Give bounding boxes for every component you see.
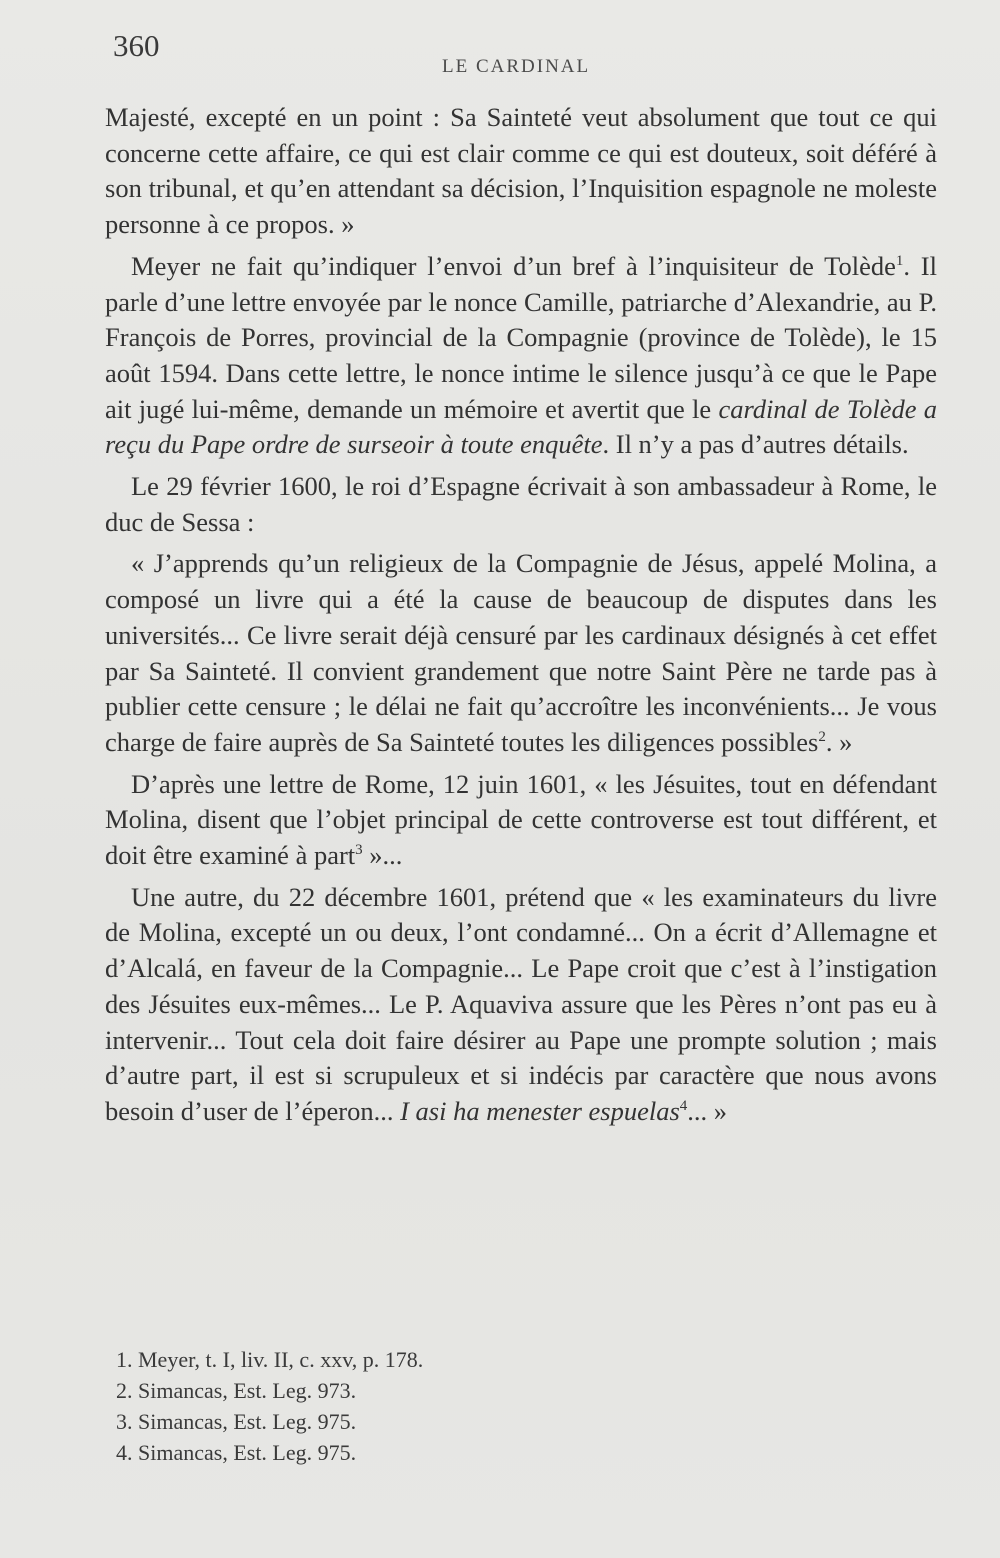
footnote-2: 2. Simancas, Est. Leg. 973. [116,1378,357,1403]
paragraph-2-italic: cardinal de Tolède a reçu du Pape ordre de surseoir à toute enquête [105,393,937,460]
paragraph-2-text-c: . Il n’y a pas d’autres détails. [602,429,909,460]
page-number: 360 [113,28,160,63]
footnote-ref-1: 1 [895,252,904,269]
footnote-ref-3: 3 [355,842,363,859]
footnote-ref-4: 4 [679,1098,688,1115]
paragraph-5 [105,767,937,874]
footnote-ref-2: 2 [818,729,826,746]
paragraph-6-italic: I asi ha menester espuelas [400,1095,680,1126]
paragraph-2-text-b: . Il parle d’une lettre envoyée par le nonce Camille, patriarche d’Alexandrie, au P. François de Porres, provincial de la Compagnie (province de Tolède), le 15 août 1594. Dans cette lettre, le nonce intime le silence jusqu’à ce que le Pape ait jugé lui-même, demande un mémoire et avertit que le [105,250,937,424]
running-head: LE CARDINAL [442,56,591,77]
footnote-4: 4. Simancas, Est. Leg. 975. [116,1440,357,1465]
paragraph-1-text: Majesté, excepté en un point : Sa Sainteté veut absolument que tout ce qui concerne cette affaire, ce qui est clair comme ce qui est douteux, soit déféré à son tribunal, et qu’en attendant sa décision, l’Inquisition espagnole ne moleste personne à ce propos. » [105,102,937,240]
paragraph-3 [105,469,937,540]
paragraph-2-text-a: Meyer ne fait qu’indiquer l’envoi d’un bref à l’inquisiteur de Tolède [131,250,896,281]
footnote-1: 1. Meyer, t. I, liv. II, c. xxv, p. 178. [116,1347,424,1372]
paragraph-6-text-a: Une autre, du 22 décembre 1601, prétend que « les examinateurs du livre de Molina, excepté un ou deux, l’ont condamné... On a écrit d’Allemagne et d’Alcalá, en faveur de la Compagnie... Le Pape croit que c’est à l’instigation des Jésuites eux-mêmes... Le P. Aquaviva assure que les Pères n’ont pas eu à intervenir... Tout cela doit faire désirer au Pape une prompte solution ; mais d’autre part, il est si scrupuleux et si indécis par caractère que nous avons besoin d’user de l’éperon... [105,881,937,1126]
paragraph-4 [105,546,937,760]
paragraph-6 [105,880,937,1130]
footnote-3: 3. Simancas, Est. Leg. 975. [116,1409,357,1434]
paragraph-3-text: Le 29 février 1600, le roi d’Espagne écrivait à son ambassadeur à Rome, le duc de Sessa : [105,471,937,537]
paragraph-5-text-b: »... [362,840,403,871]
paragraph-2 [105,249,937,463]
body-text [105,100,937,1136]
paragraph-4-text-a: « J’apprends qu’un religieux de la Compagnie de Jésus, appelé Molina, a composé un livre qui a été la cause de beaucoup de disputes dans les universités... Ce livre serait déjà censuré par les cardinaux désignés à cet effet par Sa Sainteté. Il convient grandement que notre Saint Père ne tarde pas à publier cette censure ; le délai ne fait qu’accroître les inconvénients... Je vous charge de faire auprès de Sa Sainteté toutes les diligences possibles [105,548,937,757]
paragraph-4-text-b: . » [825,726,853,757]
paragraph-6-text-b: ... » [687,1095,728,1126]
footnotes [116,1344,423,1468]
paragraph-5-text-a: D’après une lettre de Rome, 12 juin 1601, « les Jésuites, tout en défendant Molina, disent que l’objet principal de cette controverse est tout différent, et doit être examiné à part [105,768,937,871]
paragraph-1 [105,100,937,243]
